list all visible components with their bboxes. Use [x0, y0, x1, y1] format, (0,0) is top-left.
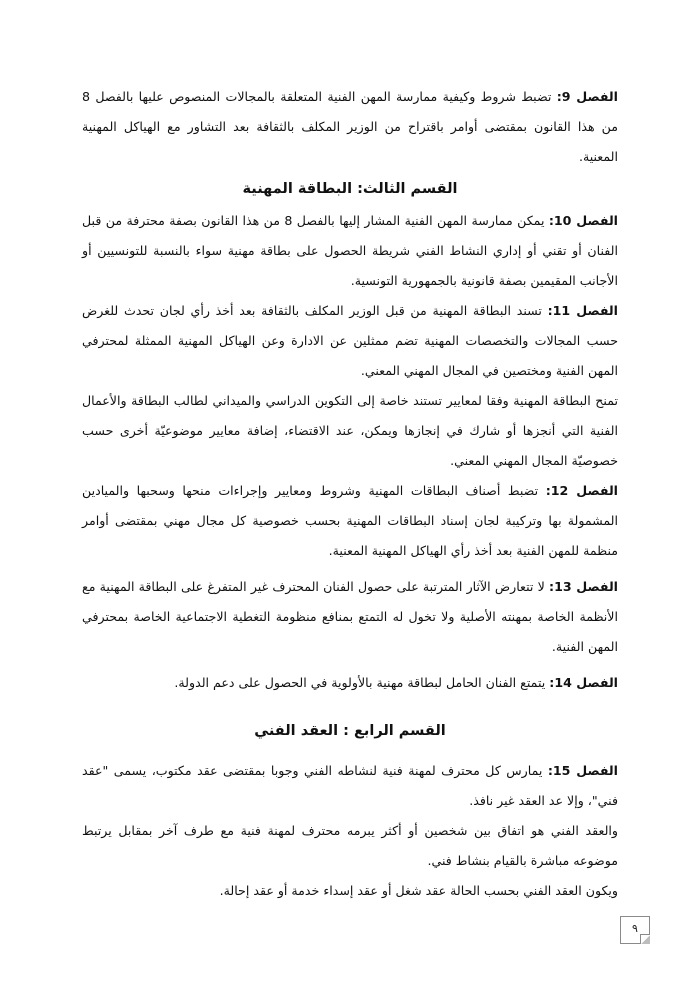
article-label: الفصل 14: — [549, 675, 618, 690]
article-text: يتمتع الفنان الحامل لبطاقة مهنية بالأولوية في الحصول على دعم الدولة. — [174, 675, 550, 690]
article-label: الفصل 12: — [545, 483, 618, 498]
article-text: تضبط أصناف البطاقات المهنية وشروط ومعايير وإجراءات منحها وسحبها والميادين المشمولة بها وتركيبة لجان إسناد البطاقات المهنية بحسب خصوصية كل مجال مهني بمقتضى أوامر منظمة للمهن الفنية بعد أخذ رأي الهياكل المهنية المعنية. — [82, 483, 618, 558]
document-page — [82, 82, 618, 906]
article-11 — [82, 296, 618, 386]
section-heading-4: القسم الرابع : العقد الفني — [254, 723, 446, 739]
article-label: الفصل 10: — [548, 213, 618, 228]
article-label: الفصل 11: — [547, 303, 618, 318]
section-heading-3: القسم الثالث: البطاقة المهنية — [242, 181, 458, 197]
article-15 — [82, 756, 618, 816]
article-13 — [82, 572, 618, 662]
article-text: تضبط شروط وكيفية ممارسة المهن الفنية المتعلقة بالمجالات المنصوص عليها بالفصل 8 من هذا القانون بمقتضى أوامر باقتراح من الوزير المكلف بالثقافة بعد التشاور مع الهياكل المهنية المعنية. — [82, 89, 618, 164]
article-label: الفصل 15: — [547, 763, 618, 778]
page-number: ٩ — [632, 922, 638, 935]
article-14 — [82, 668, 618, 698]
article-text: يمارس كل محترف لمهنة فنية لنشاطه الفني وجوبا بمقتضى عقد مكتوب، يسمى "عقد فني"، وإلا عد العقد غير نافذ. — [82, 763, 618, 808]
article-9 — [82, 82, 618, 172]
page-number-box — [620, 916, 650, 944]
article-text: تسند البطاقة المهنية من قبل الوزير المكلف بالثقافة بعد أخذ رأي لجان تحدث للغرض حسب المجالات والتخصصات المهنية تضم ممثلين عن الادارة وعن الهياكل المهنية الممثلة لمحترفي المهن الفنية ومختصين في المجال المهني المعني. — [82, 303, 618, 378]
article-15-paragraph-3: ويكون العقد الفني بحسب الحالة عقد شغل أو عقد إسداء خدمة أو عقد إحالة. — [219, 883, 618, 898]
article-text: يمكن ممارسة المهن الفنية المشار إليها بالفصل 8 من هذا القانون بصفة محترفة من قبل الفنان أو تقني أو إداري النشاط الفني شريطة الحصول على بطاقة مهنية سواء بالنسبة للتونسيين أو الأجانب المقيمين بصفة قانونية بالجمهورية التونسية. — [82, 213, 618, 288]
article-label: الفصل 13: — [549, 579, 618, 594]
article-label: الفصل 9: — [556, 89, 618, 104]
article-15-paragraph-2: والعقد الفني هو اتفاق بين شخصين أو أكثر يبرمه محترف لمهنة فنية مع طرف آخر بمقابل يرتبط موضوعه مباشرة بالقيام بنشاط فني. — [82, 823, 618, 868]
article-11-paragraph-2: تمنح البطاقة المهنية وفقا لمعايير تستند خاصة إلى التكوين الدراسي والميداني لطالب البطاقة والأعمال الفنية التي أنجزها أو شارك في إنجازها ويمكن، عند الاقتضاء، إضافة معايير موضوعيّة أخرى حسب خصوصيّة المجال المهني المعني. — [82, 393, 618, 468]
article-text: لا تتعارض الآثار المترتبة على حصول الفنان المحترف غير المتفرغ على البطاقة المهنية مع الأنظمة الخاصة بمهنته الأصلية ولا تخول له التمتع بمنافع منظومة التغطية الاجتماعية الخاصة بمحترفي المهن الفنية. — [82, 579, 618, 654]
article-12 — [82, 476, 618, 566]
article-10 — [82, 206, 618, 296]
